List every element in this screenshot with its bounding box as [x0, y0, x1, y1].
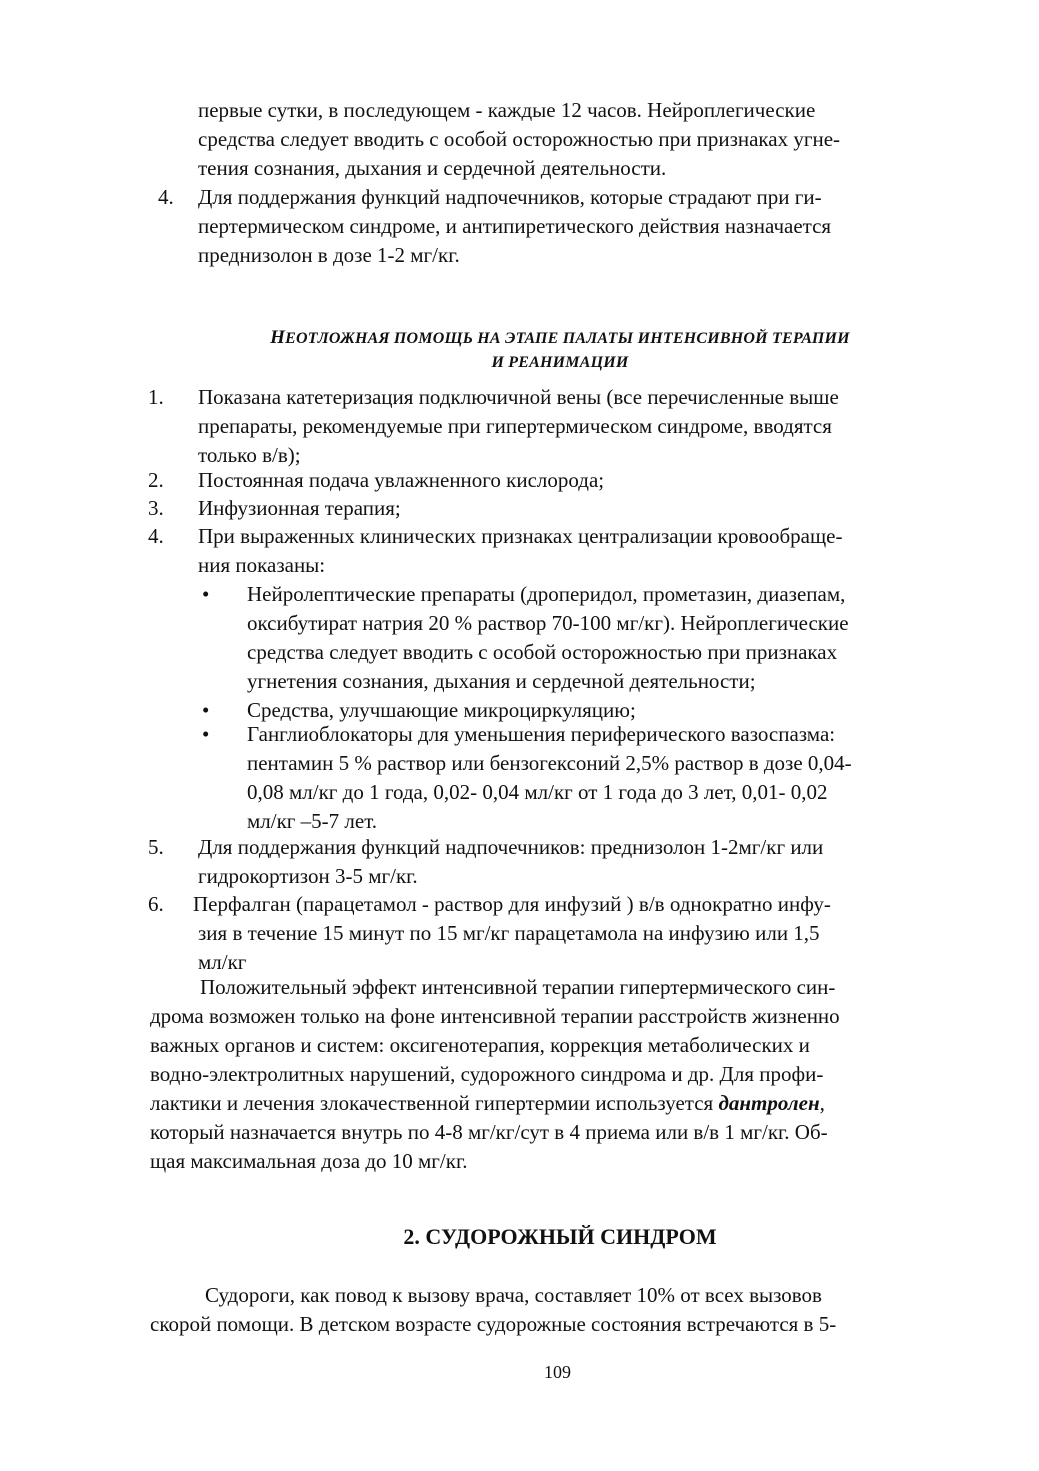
- text-line: Инфузионная терапия;: [198, 496, 401, 520]
- text-line: средства следует вводить с особой осторожностью при признаках угне-: [198, 127, 841, 151]
- list-item-text: [198, 383, 966, 470]
- text-line: Средства, улучшающие микроциркуляцию;: [247, 698, 636, 722]
- list-number: 3.: [148, 496, 164, 520]
- text-line: скорой помощи. В детском возрасте судорожные состояния встречаются в 5-: [150, 1312, 837, 1336]
- list-item-text: [198, 183, 966, 270]
- text-line: Постоянная подача увлажненного кислорода;: [198, 468, 605, 492]
- text-line: пертермическом синдроме, и антипиретического действия назначается: [198, 214, 832, 238]
- list-number: 6.: [148, 892, 164, 916]
- text-line: первые сутки, в последующем - каждые 12 часов. Нейроплегические: [198, 98, 816, 122]
- list-item-text: [193, 890, 966, 977]
- list-number: 5.: [148, 835, 164, 859]
- list-item-text: [198, 466, 966, 495]
- text-line: пентамин 5 % раствор или бензогексоний 2,5% раствор в дозе 0,04-: [247, 751, 852, 775]
- text-line: Перфалган (парацетамол - раствор для инфузий ) в/в однократно инфу-: [193, 892, 831, 916]
- subsection-heading: [150, 326, 970, 375]
- text-line: угнетения сознания, дыхания и сердечной деятельности;: [247, 669, 756, 693]
- list-number: 1.: [148, 385, 164, 409]
- text-line: Судороги, как повод к вызову врача, составляет 10% от всех вызовов: [205, 1283, 822, 1307]
- text-line: только в/в);: [198, 443, 301, 467]
- text-line: тения сознания, дыхания и сердечной деятельности.: [198, 156, 667, 180]
- text-line: Для поддержания функций надпочечников: преднизолон 1-2мг/кг или: [198, 835, 824, 859]
- text-line: водно-электролитных нарушений, судорожного синдрома и др. Для профи-: [150, 1062, 824, 1086]
- continued-paragraph: [198, 96, 966, 183]
- list-item-text: [198, 833, 966, 891]
- list-item-text: [198, 494, 966, 523]
- list-number: 2.: [148, 468, 164, 492]
- bullet-icon: •: [202, 582, 210, 606]
- text-line: Ганглиоблокаторы для уменьшения периферического вазоспазма:: [247, 722, 836, 746]
- text-line: мл/кг: [198, 950, 247, 974]
- bullet-item-text: [247, 720, 966, 836]
- text-line: Положительный эффект интенсивной терапии гипертермического син-: [200, 975, 836, 999]
- text-line: оксибутират натрия 20 % раствор 70-100 мг/кг). Нейроплегические: [247, 611, 849, 635]
- text-line: щая максимальная доза до 10 мг/кг.: [150, 1149, 468, 1173]
- text-line: мл/кг –5-7 лет.: [247, 809, 378, 833]
- text-line: дрома возможен только на фоне интенсивной терапии расстройств жизненно: [150, 1004, 840, 1028]
- text-line: Для поддержания функций надпочечников, которые страдают при ги-: [198, 185, 822, 209]
- text-line: При выраженных клинических признаках централизации кровообраще-: [198, 524, 843, 548]
- text-line: ния показаны:: [198, 553, 326, 577]
- text-line: преднизолон в дозе 1-2 мг/кг.: [198, 243, 460, 267]
- text-line: Показана катетеризация подключичной вены (все перечисленные выше: [198, 385, 839, 409]
- text-line: зия в течение 15 минут по 15 мг/кг парацетамола на инфузию или 1,5: [198, 921, 820, 945]
- text-line: который назначается внутрь по 4-8 мг/кг/сут в 4 приема или в/в 1 мг/кг. Об-: [150, 1120, 828, 1144]
- list-number: 4.: [148, 524, 164, 548]
- heading-line: НЕОТЛОЖНАЯ ПОМОЩЬ НА ЭТАПЕ ПАЛАТЫ ИНТЕНСИВНОЙ ТЕРАПИИ: [270, 327, 850, 348]
- heading-line: И РЕАНИМАЦИИ: [491, 354, 629, 371]
- drug-name-emphasis: дантролен: [718, 1091, 820, 1115]
- bullet-icon: •: [202, 722, 210, 746]
- text-line: лактики и лечения злокачественной гипертермии используется дантролен,: [150, 1091, 825, 1115]
- text-line: 0,08 мл/кг до 1 года, 0,02- 0,04 мл/кг от 1 года до 3 лет, 0,01- 0,02: [247, 780, 828, 804]
- text-line: важных органов и систем: оксигенотерапия, коррекция метаболических и: [150, 1033, 810, 1057]
- text-line: гидрокортизон 3-5 мг/кг.: [198, 864, 418, 888]
- list-number: 4.: [158, 185, 174, 209]
- list-item-text: [198, 522, 966, 580]
- text-line: Нейролептические препараты (дроперидол, прометазин, диазепам,: [247, 582, 846, 606]
- text-line: препараты, рекомендуемые при гипертермическом синдроме, вводятся: [198, 414, 832, 438]
- body-paragraph: [150, 973, 966, 1176]
- page-number: 109: [544, 1362, 571, 1382]
- text-line: средства следует вводить с особой осторожностью при признаках: [247, 640, 838, 664]
- section-title: 2. СУДОРОЖНЫЙ СИНДРОМ: [403, 1224, 717, 1249]
- section-paragraph: [150, 1281, 966, 1339]
- bullet-icon: •: [202, 698, 210, 722]
- bullet-item-text: [247, 580, 966, 696]
